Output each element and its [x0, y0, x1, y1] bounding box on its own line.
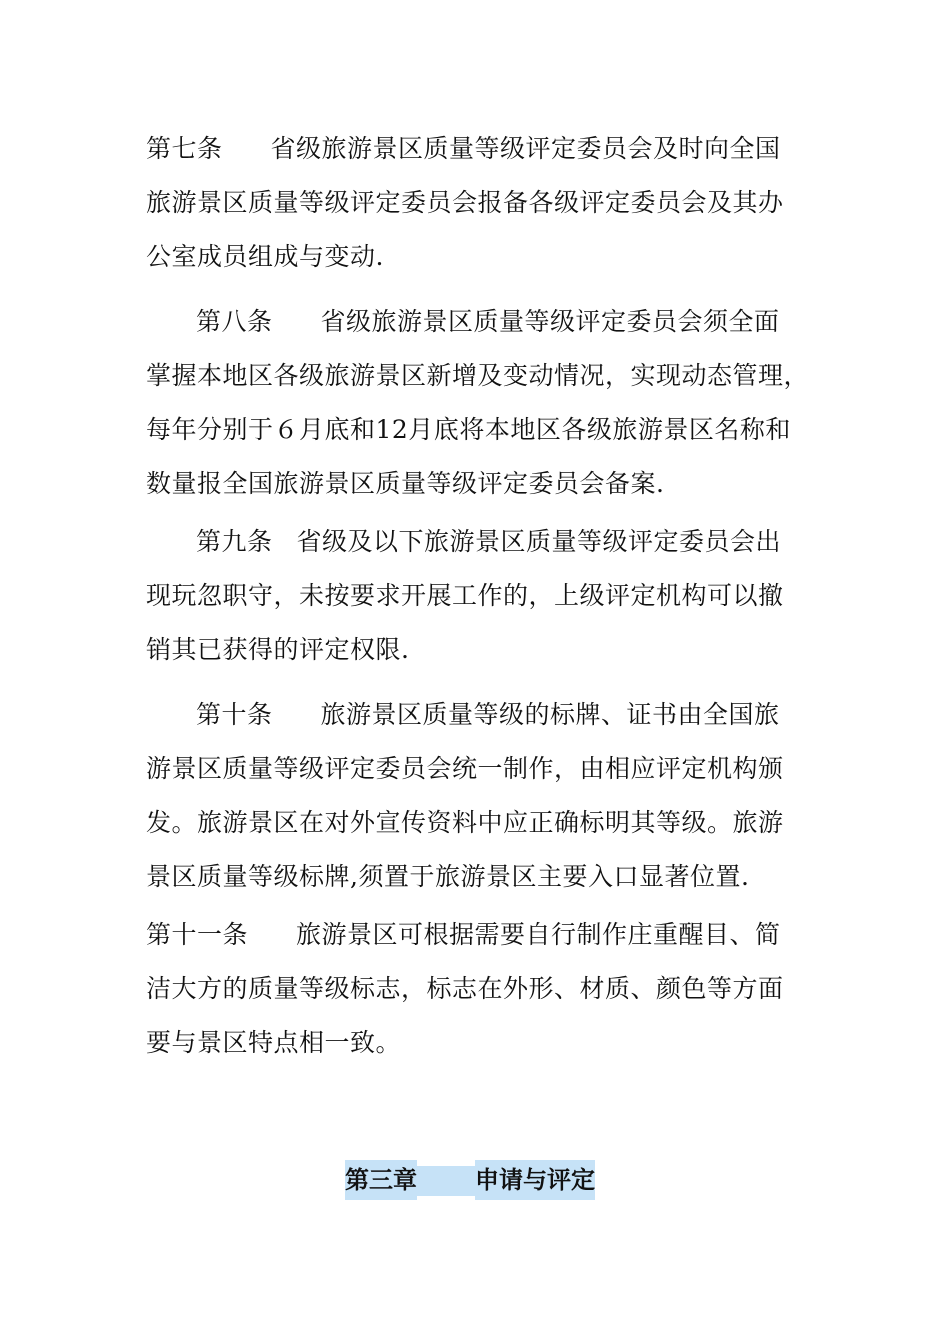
article-7-line-1 [146, 122, 796, 176]
article-8-text-2: 掌握本地区各级旅游景区新增及变动情况，实现动态管理， [146, 361, 810, 390]
chapter-heading-highlight-gap [417, 1166, 475, 1196]
article-9 [146, 515, 796, 677]
article-8 [146, 295, 810, 511]
article-9-line-1 [146, 515, 796, 569]
chapter-title: 申请与评定 [475, 1160, 595, 1200]
article-11-number: 第十一条 [146, 920, 249, 949]
article-11-text-3: 要与景区特点相一致。 [146, 1028, 402, 1057]
article-11-text-2: 洁大方的质量等级标志，标志在外形、材质、颜色等方面 [146, 974, 784, 1003]
article-9-text-1: 省级及以下旅游景区质量等级评定委员会出 [296, 527, 782, 556]
article-9-text-2: 现玩忽职守，未按要求开展工作的，上级评定机构可以撤 [146, 581, 784, 610]
article-10-text-4: 景区质量等级标牌,须置于旅游景区主要入口显著位置. [146, 862, 750, 891]
chapter-heading [345, 1160, 595, 1200]
article-9-text-3: 销其已获得的评定权限. [146, 635, 410, 664]
article-10-text-1: 旅游景区质量等级的标牌、证书由全国旅 [320, 700, 780, 729]
article-11-text-1: 旅游景区可根据需要自行制作庄重醒目、简 [296, 920, 781, 949]
article-10-line-1 [146, 688, 796, 742]
article-7-number: 第七条 [146, 134, 223, 163]
article-11 [146, 908, 796, 1070]
article-8-line-1 [146, 295, 796, 349]
article-7 [146, 122, 796, 284]
article-8-text-4: 数量报全国旅游景区质量等级评定委员会备案. [146, 469, 665, 498]
article-10-number: 第十条 [196, 700, 273, 729]
article-10 [146, 688, 796, 904]
article-7-text-2: 旅游景区质量等级评定委员会报备各级评定委员会及其办 [146, 188, 784, 217]
article-8-text-3: 每年分别于６月底和12月底将本地区各级旅游景区名称和 [146, 415, 791, 444]
article-8-number: 第八条 [196, 307, 273, 336]
article-9-number: 第九条 [196, 527, 273, 556]
article-10-text-2: 游景区质量等级评定委员会统一制作，由相应评定机构颁 [146, 754, 784, 783]
article-10-text-3: 发。旅游景区在对外宣传资料中应正确标明其等级。旅游 [146, 808, 784, 837]
chapter-number: 第三章 [345, 1160, 417, 1200]
article-11-line-1 [146, 908, 796, 962]
article-7-text-1: 省级旅游景区质量等级评定委员会及时向全国 [270, 134, 781, 163]
article-8-text-1: 省级旅游景区质量等级评定委员会须全面 [320, 307, 780, 336]
article-7-text-3: 公室成员组成与变动. [146, 242, 384, 271]
